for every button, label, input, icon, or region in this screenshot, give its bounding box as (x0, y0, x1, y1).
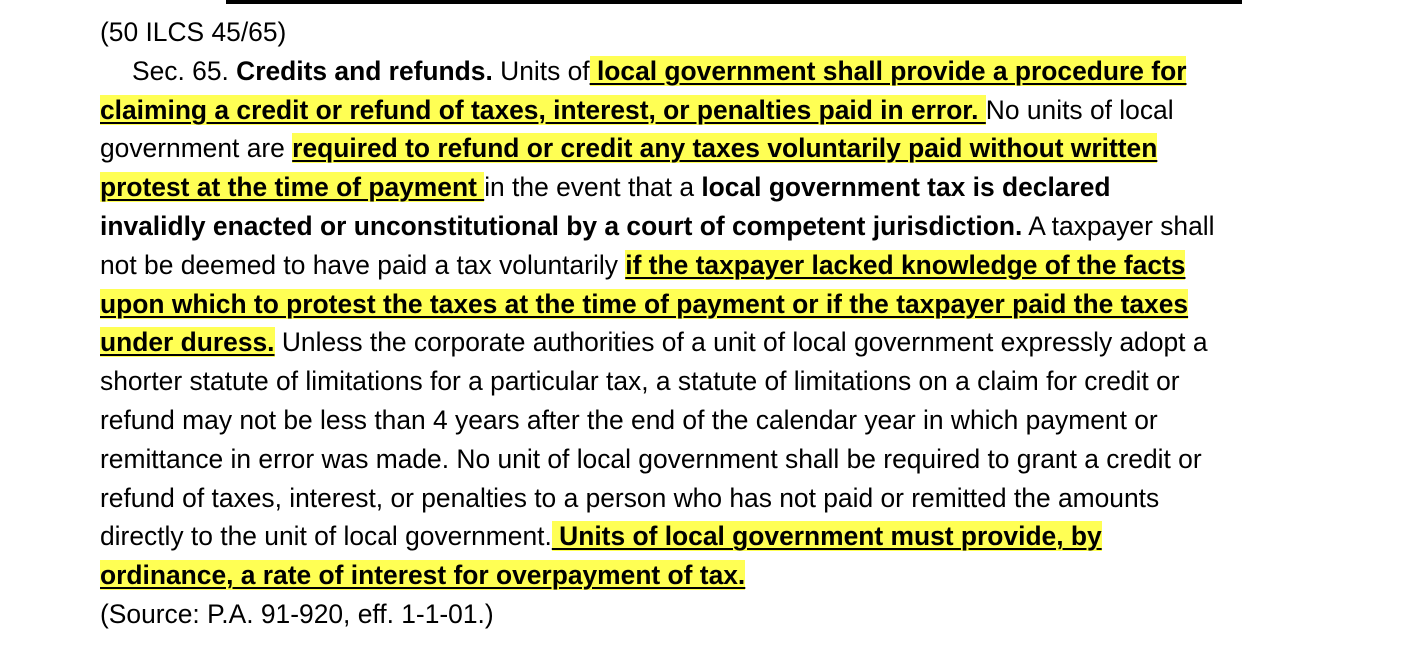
highlighted-text: upon which to protest the taxes at the time of payment or if the taxpayer paid the taxes (100, 288, 1189, 319)
body-text: directly to the unit of local government. (100, 521, 552, 552)
top-rule (226, 0, 1242, 4)
body-line (100, 129, 1345, 168)
body-text: not be deemed to have paid a tax voluntarily (100, 249, 626, 280)
body-line (100, 362, 1345, 401)
highlighted-text: protest at the time of payment (100, 172, 485, 203)
body-text: Units of (500, 55, 590, 86)
body-line (100, 168, 1345, 207)
body-text: in the event that a (484, 172, 702, 203)
highlighted-text: required to refund or credit any taxes voluntarily paid without written (292, 133, 1158, 164)
section-heading: Credits and refunds. (236, 55, 493, 86)
body-text: No units of local (985, 94, 1174, 125)
statute-document (100, 13, 1345, 634)
body-text: Unless the corporate authorities of a unit of local government expressly adopt a (274, 327, 1208, 358)
highlighted-text: Units of local government must provide, by (551, 521, 1102, 552)
section-line-1 (100, 52, 1345, 91)
body-line (100, 285, 1345, 324)
body-line (100, 207, 1345, 246)
body-text: remittance in error was made. No unit of local government shall be required to grant a credit or (100, 443, 1202, 474)
statute-citation: (50 ILCS 45/65) (100, 17, 287, 47)
statute-source: (Source: P.A. 91-920, eff. 1-1-01.) (100, 598, 494, 629)
body-line (100, 91, 1345, 130)
highlighted-text: local government shall provide a procedure for (589, 55, 1187, 86)
highlighted-text: under duress. (100, 327, 275, 358)
body-line (100, 323, 1345, 362)
body-line (100, 246, 1345, 285)
line-segments (500, 56, 1186, 86)
bold-text: invalidly enacted or unconstitutional by a court of competent jurisdiction. (100, 210, 1023, 241)
body-text: A taxpayer shall (1022, 210, 1215, 241)
body-text: government are (100, 133, 293, 164)
body-text: refund may not be less than 4 years after the end of the calendar year in which payment or (100, 404, 1158, 435)
body-text: shorter statute of limitations for a particular tax, a statute of limitations on a claim for credit or (100, 366, 1180, 397)
bold-text: local government tax is declared (701, 172, 1111, 203)
section-number: Sec. 65. (132, 55, 229, 86)
highlighted-text: claiming a credit or refund of taxes, interest, or penalties paid in error. (100, 94, 986, 125)
body-line (100, 556, 1345, 595)
highlighted-text: ordinance, a rate of interest for overpayment of tax. (100, 560, 746, 591)
body-text: refund of taxes, interest, or penalties to a person who has not paid or remitted the amounts (100, 482, 1160, 513)
body-line (100, 440, 1345, 479)
body-line (100, 517, 1345, 556)
body-line (100, 479, 1345, 518)
body-line (100, 401, 1345, 440)
highlighted-text: if the taxpayer lacked knowledge of the facts (625, 249, 1186, 280)
